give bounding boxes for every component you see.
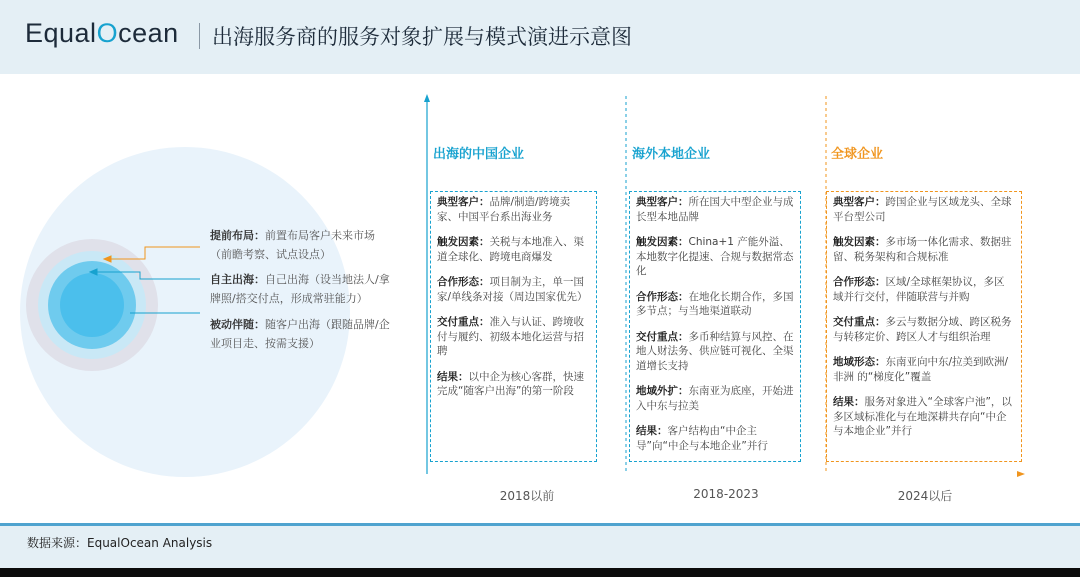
bottom-edge bbox=[0, 568, 1080, 577]
column-title-chinese-enterprises: 出海的中国企业 bbox=[433, 147, 525, 162]
layer-label-passive: 被动伴随：随客户出海（跟随品牌/企业项目走、按需支援） bbox=[210, 318, 390, 350]
layer-label-advance: 提前布局：前置布局客户未来市场（前瞻考察、试点设点） bbox=[210, 229, 375, 261]
equalocean-logo: EqualOcean bbox=[25, 18, 179, 48]
list-item: 地域外扩：东南亚为底座，开始进入中东与拉美 bbox=[636, 385, 794, 412]
list-item: 合作形态：区域/全球框架协议，多区域并行交付，伴随联营与并购 bbox=[833, 276, 1005, 303]
time-axis-arrowhead bbox=[1017, 471, 1025, 477]
list-item: 结果：客户结构由“中企主导”向“中企与本地企业”并行 bbox=[636, 425, 768, 452]
layer-label-self: 自主出海：自己出海（设当地法人/拿牌照/搭交付点，形成常驻能力） bbox=[210, 273, 390, 305]
list-item: 典型客户：跨国企业与区域龙头、全球平台型公司 bbox=[833, 196, 1012, 223]
list-item: 合作形态：在地化长期合作，多国多节点；与当地渠道联动 bbox=[636, 290, 794, 317]
list-item: 地域形态：东南亚向中东/拉美到欧洲/非洲 的“梯度化”覆盖 bbox=[833, 356, 1009, 383]
list-item: 结果：以中企为核心客群，快速完成“随客户出海”的第一阶段 bbox=[437, 370, 584, 397]
period-label-before-2018: 2018以前 bbox=[499, 489, 555, 503]
column-box-chinese-enterprises bbox=[430, 191, 597, 462]
list-item: 交付重点：多云与数据分域、跨区税务与转移定价、跨区人才与组织治理 bbox=[833, 316, 1012, 343]
vertical-axis-arrowhead bbox=[424, 94, 430, 102]
period-label-2018-2023: 2018-2023 bbox=[693, 487, 759, 501]
list-item: 触发因素：China+1 产能外溢、本地数字化提速、合规与数据常态化 bbox=[636, 236, 794, 277]
list-item: 触发因素：多市场一体化需求、数据驻留、税务架构和合规标准 bbox=[833, 236, 1012, 263]
period-label-after-2024: 2024以后 bbox=[897, 489, 953, 503]
list-item: 交付重点：准入与认证、跨境收付与履约、初级本地化运营与招聘 bbox=[437, 316, 584, 357]
data-source: 数据来源：EqualOcean Analysis bbox=[27, 536, 213, 550]
list-item: 交付重点：多币种结算与风控、在地人财法务、供应链可视化、全渠道增长支持 bbox=[636, 330, 794, 372]
list-item: 结果：服务对象进入“全球客户池”，以多区域标准化与在地深耕共存向“中企与本地企业”并行 bbox=[833, 396, 1012, 437]
list-item: 合作形态：项目制为主，单一国家/单线条对接（周边国家优先） bbox=[437, 276, 588, 303]
list-item: 典型客户：所在国大中型企业与成长型本地品牌 bbox=[636, 196, 794, 223]
footer-bar bbox=[0, 526, 1080, 568]
column-box-local-enterprises bbox=[629, 191, 801, 462]
list-item: 触发因素：关税与本地准入、渠道全球化、跨境电商爆发 bbox=[437, 236, 584, 263]
core-circle bbox=[60, 273, 124, 337]
column-title-global-enterprises: 全球企业 bbox=[831, 147, 884, 162]
page-title: 出海服务商的服务对象扩展与模式演进示意图 bbox=[212, 25, 632, 49]
column-box-global-enterprises bbox=[826, 191, 1022, 462]
column-title-local-enterprises: 海外本地企业 bbox=[632, 147, 711, 162]
list-item: 典型客户：品牌/制造/跨境卖家、中国平台系出海业务 bbox=[437, 196, 571, 223]
